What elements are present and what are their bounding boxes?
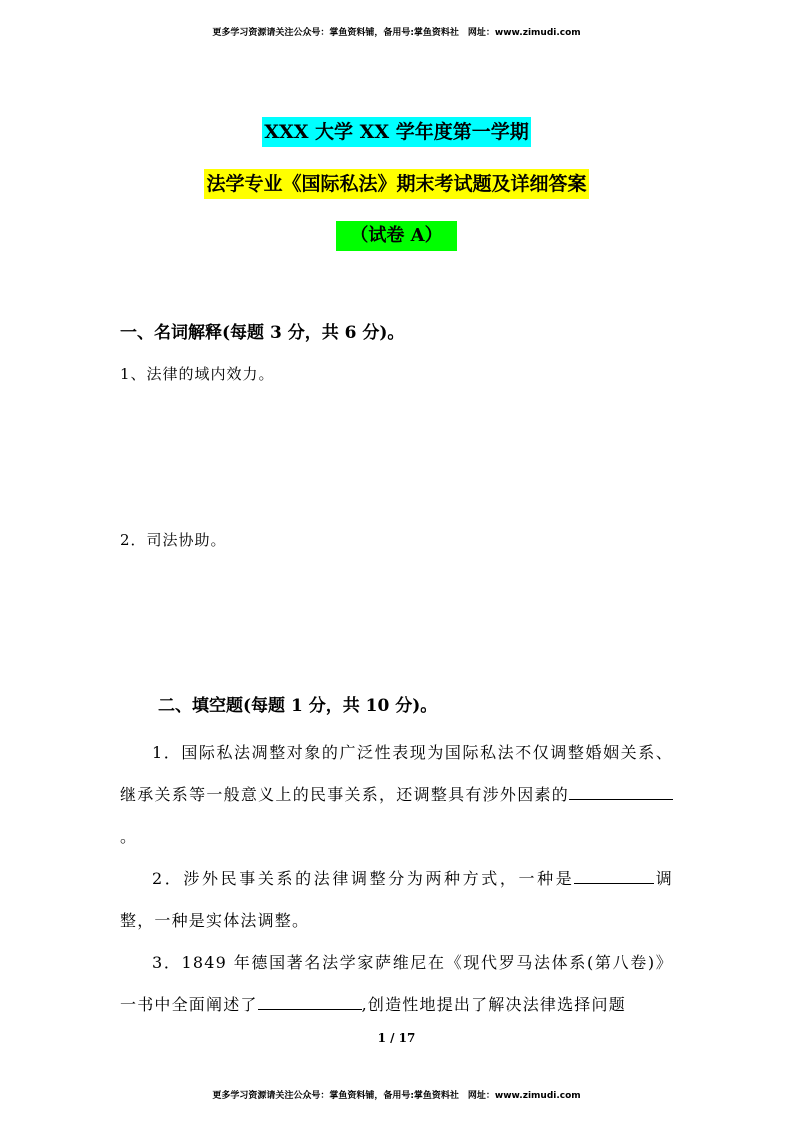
- question-1-1: 1、法律的域内效力。: [120, 365, 275, 383]
- section-1-heading: 一、名词解释(每题 3 分，共 6 分)。: [120, 323, 405, 343]
- title-line-2: [0, 169, 793, 199]
- fill-question-2: [120, 858, 673, 942]
- fill-question-2-tail: 调整，一种是实体法调整。: [120, 869, 674, 930]
- page-number: 1 / 17: [377, 1031, 416, 1045]
- fill-question-1-text: 1．国际私法凋整对象的广泛性表现为国际私法不仅调整婚姻关系、继承关系等一般意义上的民事关系，还调整具有涉外因素的: [120, 743, 673, 804]
- fill-question-3-text: 3．1849 年德国著名法学家萨维尼在《现代罗马法体系(第八卷)》一书中全面阐述了: [120, 953, 673, 1014]
- fill-question-3: [120, 942, 673, 1026]
- answer-blank[interactable]: [258, 994, 362, 1010]
- answer-blank[interactable]: [569, 784, 673, 800]
- title-line-1: [0, 117, 793, 147]
- section-2-heading: 二、填空题(每题 1 分，共 10 分)。: [158, 696, 438, 716]
- fill-in-questions: [120, 732, 673, 1026]
- title-line-1-text: XXX 大学 XX 学年度第一学期: [262, 117, 531, 147]
- fill-question-2-text: 2．涉外民事关系的法律调整分为两种方式，一种是: [152, 869, 575, 888]
- footer-note: 更多学习资源请关注公众号：掌鱼资料铺，备用号:掌鱼资料社 网址：www.zimudi.com: [212, 1091, 581, 1101]
- fill-question-1-tail: 。: [120, 827, 138, 846]
- fill-question-1: [120, 732, 673, 858]
- title-line-2-text: 法学专业《国际私法》期末考试题及详细答案: [204, 169, 588, 199]
- title-line-3-text: （试卷 A）: [336, 221, 456, 251]
- header-note: 更多学习资源请关注公众号：掌鱼资料铺，备用号:掌鱼资料社 网址：www.zimudi.com: [212, 28, 581, 38]
- answer-blank[interactable]: [574, 868, 654, 884]
- title-line-3: [0, 221, 793, 251]
- question-1-2: 2．司法协助。: [120, 531, 227, 549]
- fill-question-3-tail: ,创造性地提出了解决法律选择问题: [361, 995, 626, 1014]
